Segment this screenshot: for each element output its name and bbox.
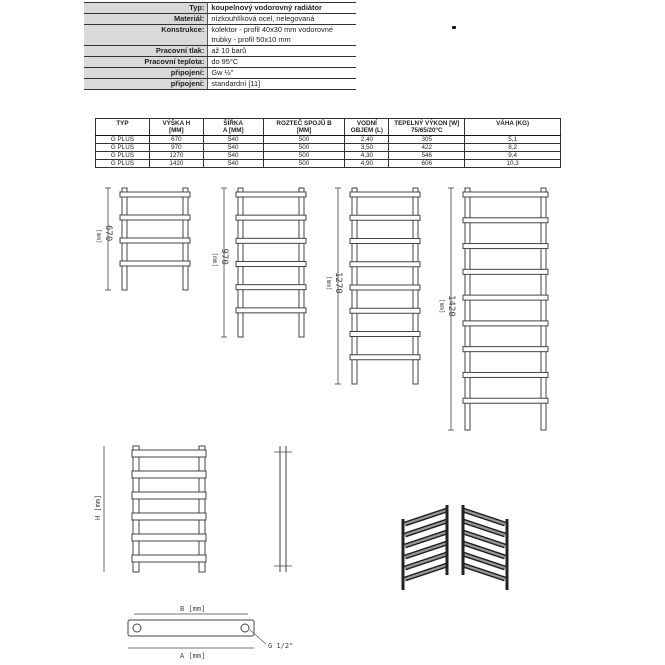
table-cell: G PLUS [96,160,150,168]
radiator-bar [350,332,420,337]
b-label: B [mm] [180,605,206,613]
radiator-bar [236,238,306,243]
table-cell: 540 [203,144,263,152]
table-cell: 422 [389,144,465,152]
radiator-bar [236,308,306,313]
radiator-drawing [448,188,548,430]
radiator-bar [350,285,420,290]
spec-value: standardní [11] [208,79,356,90]
radiator-bar [120,261,190,266]
top-view [128,620,254,636]
radiator-bar [132,555,206,562]
table-cell: 500 [263,136,345,144]
connection-right [241,624,249,632]
height-unit: [mm] [325,276,332,291]
radiator-bar [120,238,190,243]
table-cell: 4,30 [345,152,389,160]
table-cell: 10,3 [465,160,561,168]
height-value: 970 [219,248,229,265]
spec-value: koupelnový vodorovný radiátor [208,3,356,14]
radiator-bar [350,262,420,267]
table-cell: 2,40 [345,136,389,144]
spec-label: připojení: [84,79,208,90]
radiator-drawing [335,188,420,384]
radiator-bar [350,355,420,360]
radiator-bar [132,513,206,520]
table-cell: 540 [203,136,263,144]
table-cell: G PLUS [96,144,150,152]
radiator-bar [236,285,306,290]
radiator-bar [350,215,420,220]
table-cell: 3,50 [345,144,389,152]
h-label: H [mm] [94,494,102,520]
height-unit: [mm] [95,229,102,244]
spec-label: Materiál: [84,14,208,25]
table-cell: 540 [203,160,263,168]
radiator-bar [132,534,206,541]
spec-label: Konstrukce: [84,25,208,46]
height-unit: [mm] [438,299,445,314]
radiator-bar [236,262,306,267]
radiator-bar [463,295,548,300]
radiator-bar [236,192,306,197]
collector-left [133,446,139,572]
table-cell: 606 [389,160,465,168]
models-header: VÝŠKA H [MM] [149,119,203,136]
radiator-bar [463,192,548,197]
models-header: ŠÍŘKA A [MM] [203,119,263,136]
radiator-bar [350,308,420,313]
table-cell: 546 [389,152,465,160]
table-cell: 4,90 [345,160,389,168]
models-header: TYP [96,119,150,136]
table-cell: G PLUS [96,136,150,144]
radiator-bar [350,192,420,197]
spec-value: Gw ½" [208,68,356,79]
spec-value: nízkouhlíková ocel, nelegovaná [208,14,356,25]
table-cell: 500 [263,152,345,160]
table-cell: G PLUS [96,152,150,160]
table-cell: 970 [149,144,203,152]
height-value: 670 [103,225,113,242]
radiator-bar [463,321,548,326]
radiator-bar [350,239,420,244]
table-cell: 1420 [149,160,203,168]
spec-value: do 95°C [208,57,356,68]
radiator-bar [463,398,548,403]
radiator-bar [236,215,306,220]
models-header: VODNÍ OBJEM (L) [345,119,389,136]
leader-line [250,630,266,644]
radiator-bar [132,471,206,478]
table-cell: 670 [149,136,203,144]
spec-label: Typ: [84,3,208,14]
radiator-bar [120,215,190,220]
height-unit: [mm] [211,252,218,267]
radiator-bar [463,347,548,352]
a-label: A [mm] [180,652,206,660]
spec-value: až 10 barů [208,46,356,57]
general-drawing [104,446,292,648]
table-cell: 500 [263,160,345,168]
table-cell: 5,1 [465,136,561,144]
radiator-drawing [105,188,190,290]
radiator-bar [120,192,190,197]
table-cell: 8,2 [465,144,561,152]
height-value: 1420 [446,295,456,317]
models-header: TEPELNÝ VÝKON [W] 75/65/20°C [389,119,465,136]
height-value: 1270 [333,272,343,294]
radiator-bar [463,244,548,249]
table-cell: 1270 [149,152,203,160]
radiator-bar [463,269,548,274]
spec-label: Pracovní teplota: [84,57,208,68]
radiator-drawing [221,188,306,337]
collector-left [465,188,470,430]
table-cell: 9,4 [465,152,561,160]
radiator-bar [463,372,548,377]
radiator-bar [463,218,548,223]
isometric-drawings [403,505,507,590]
table-cell: 540 [203,152,263,160]
spec-label: Pracovní tlak: [84,46,208,57]
radiator-bar [132,450,206,457]
radiator-bar [132,492,206,499]
models-header: VÁHA (KG) [465,119,561,136]
collector-right [199,446,205,572]
connection-left [133,624,141,632]
spec-label: připojení: [84,68,208,79]
g-label: G 1/2" [268,642,294,650]
spec-value: kolektor - profil 40x30 mm vodorovné trubky - profil 50x10 mm [208,25,356,46]
table-cell: 500 [263,144,345,152]
collector-right [541,188,546,430]
table-cell: 305 [389,136,465,144]
models-header: ROZTEČ SPOJŮ B [MM] [263,119,345,136]
